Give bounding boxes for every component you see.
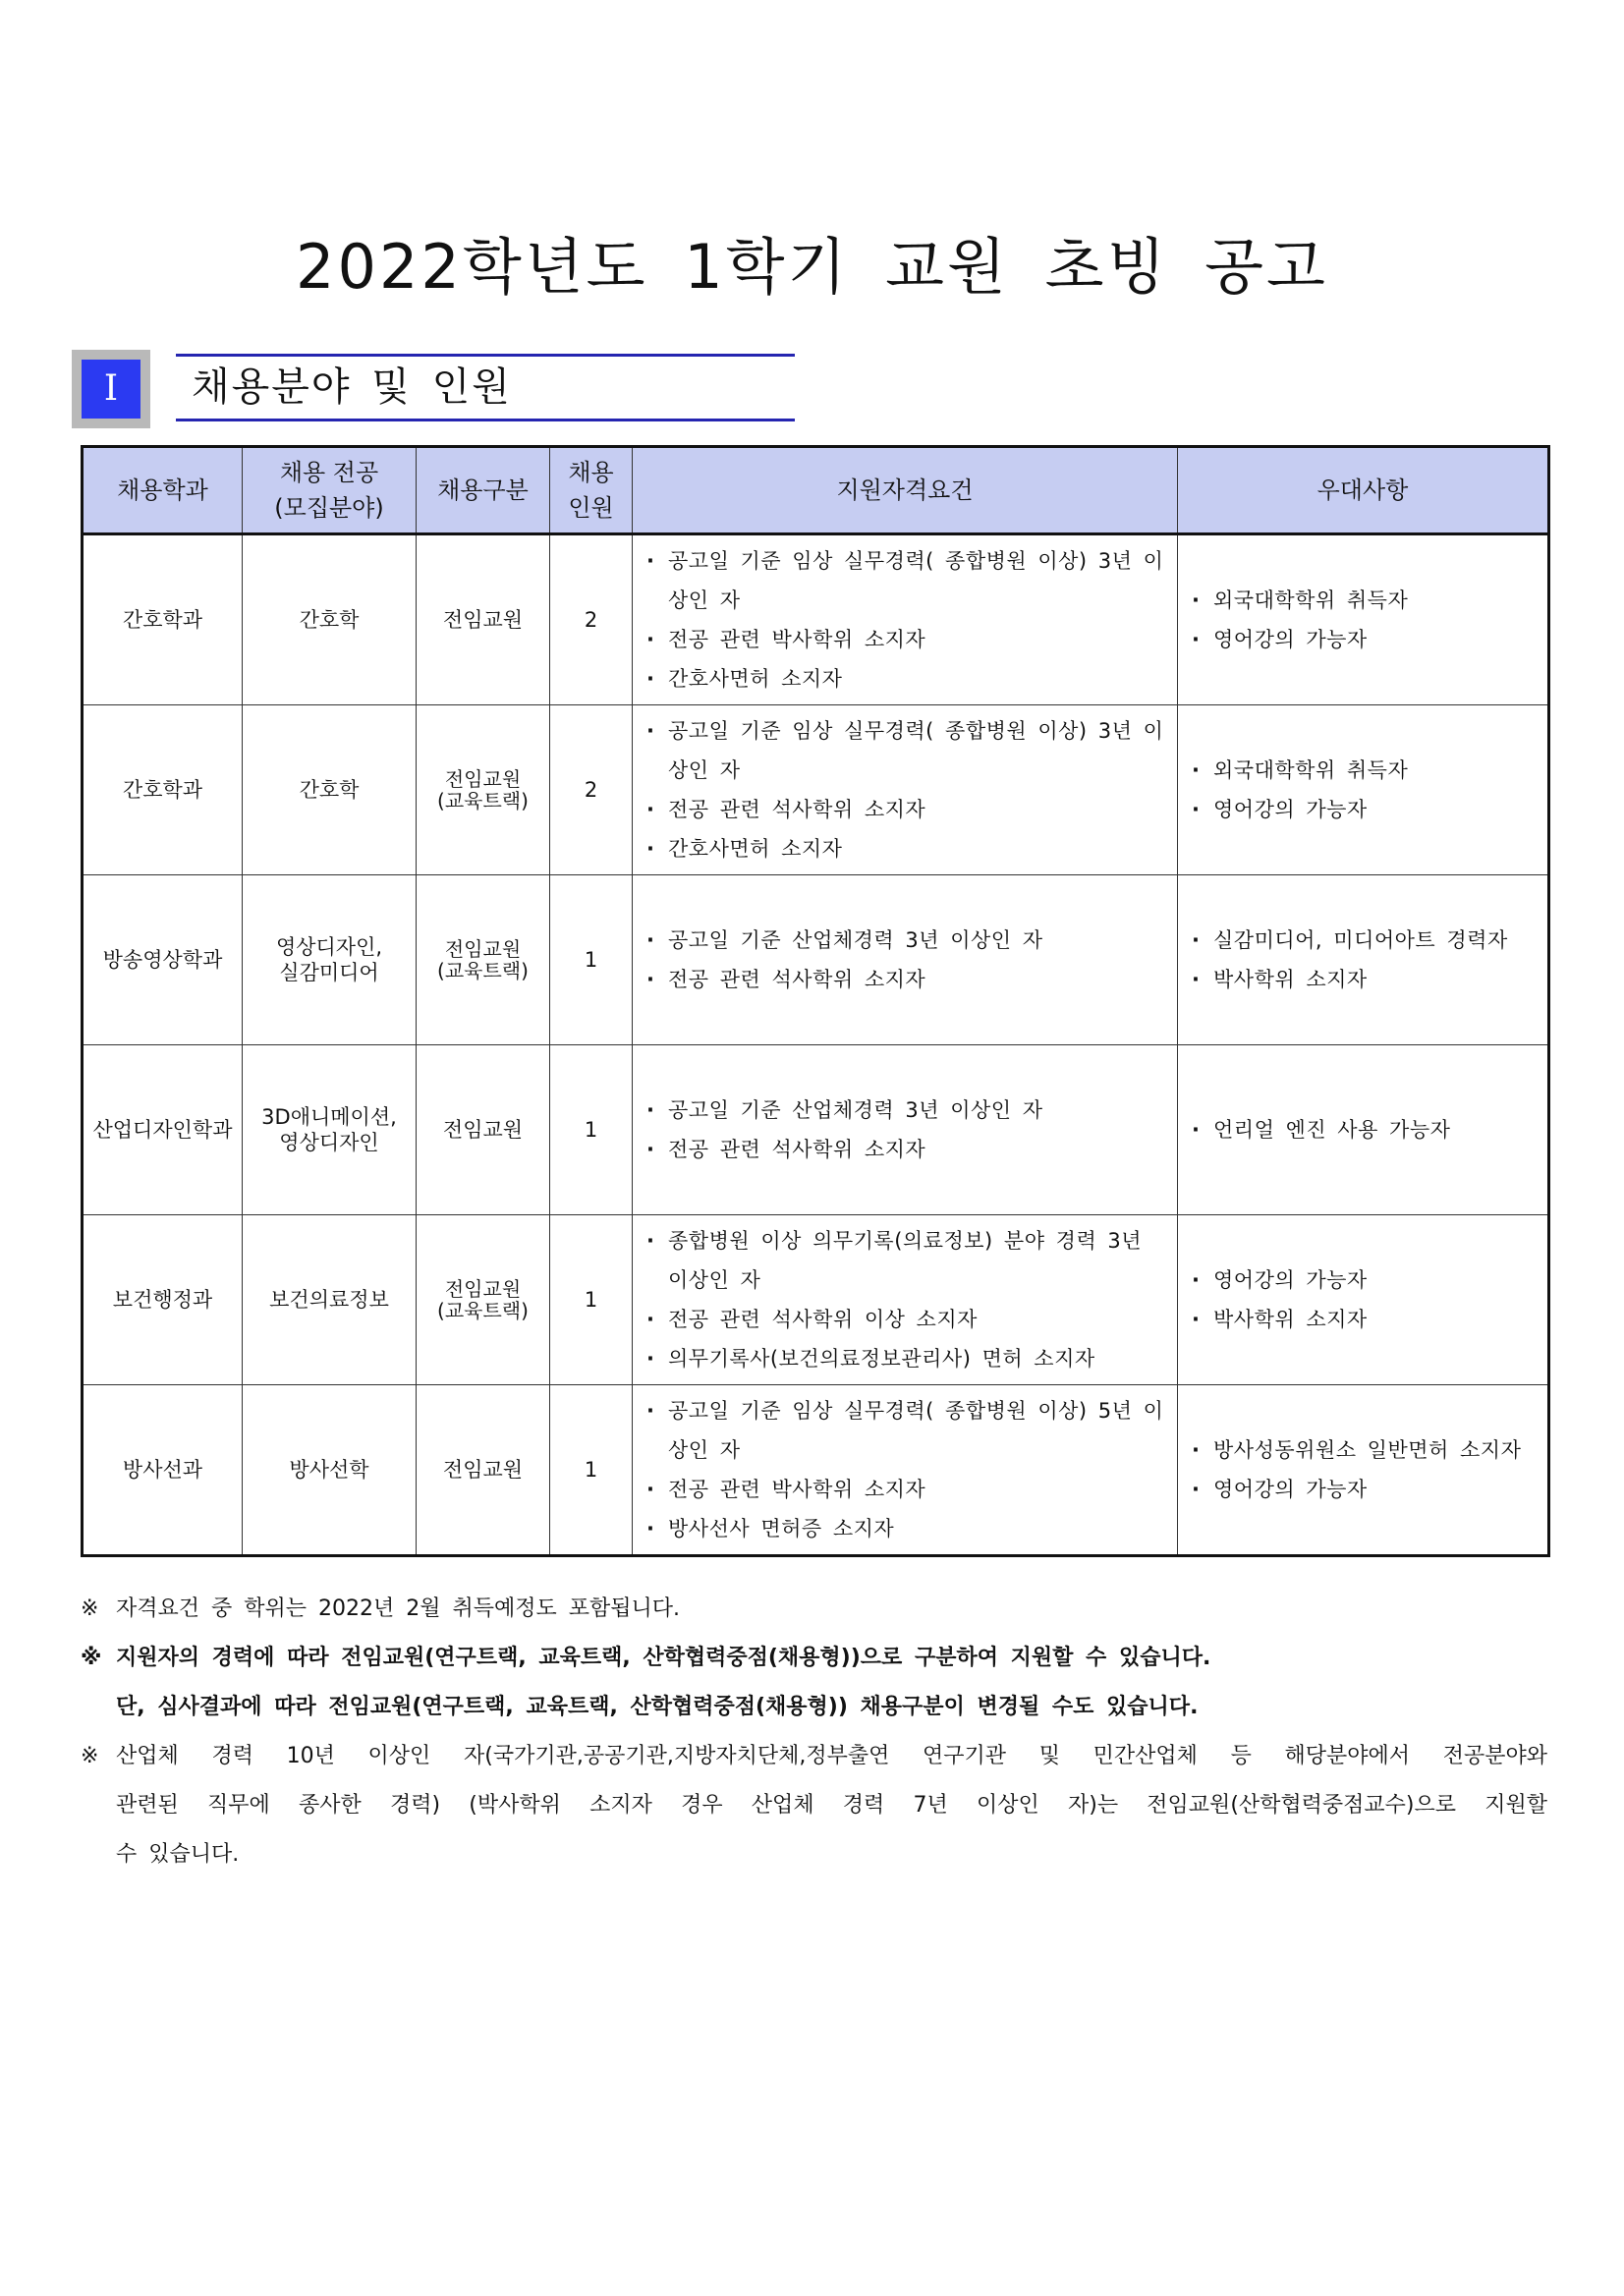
- note-mark: ※: [81, 1646, 102, 1670]
- preference-list: [1178, 1110, 1547, 1149]
- table-row: [83, 875, 1549, 1045]
- count-text: 1: [584, 1288, 598, 1312]
- page-title: 2022학년도 1학기 교원 초빙 공고: [296, 231, 1328, 303]
- dept-text: 보건행정과: [112, 1288, 213, 1312]
- preference-list: [1178, 581, 1547, 659]
- requirement-item: · 종합병원 이상 의무기록(의료정보) 분야 경력 3년 이상인 자: [646, 1221, 1171, 1300]
- requirement-item: · 전공 관련 박사학위 소지자: [646, 1470, 1171, 1509]
- preference-item: · 영어강의 가능자: [1192, 620, 1541, 659]
- cell-requirements: [633, 1385, 1178, 1556]
- cell-requirements: [633, 534, 1178, 705]
- preference-item: · 언리얼 엔진 사용 가능자: [1192, 1110, 1541, 1149]
- note-3-line3: 수 있습니다.: [116, 1842, 240, 1867]
- cell-count: [550, 1215, 633, 1385]
- requirements-list: [633, 1091, 1177, 1169]
- preference-list: [1178, 751, 1547, 829]
- note-3-line2: 관련된 직무에 종사한 경력) (박사학위 소지자 경우 산업체 경력 7년 이상인 자)는 전임교원(산학협력중점교수)으로 지원할: [116, 1793, 1547, 1818]
- requirement-item: · 전공 관련 박사학위 소지자: [646, 620, 1171, 659]
- requirement-item: · 공고일 기준 임상 실무경력( 종합병원 이상) 3년 이상인 자: [646, 541, 1171, 620]
- preference-item: · 박사학위 소지자: [1192, 960, 1541, 999]
- major-text: 간호학: [299, 608, 360, 632]
- requirement-item: · 공고일 기준 임상 실무경력( 종합병원 이상) 3년 이상인 자: [646, 711, 1171, 790]
- note-1: [81, 1585, 1547, 1634]
- major-text: 간호학: [299, 778, 360, 802]
- count-text: 1: [584, 1458, 598, 1482]
- dept-text: 간호학과: [122, 608, 203, 632]
- preference-item: · 박사학위 소지자: [1192, 1300, 1541, 1339]
- count-text: 2: [584, 778, 598, 802]
- cell-count: [550, 1385, 633, 1556]
- cell-preference: [1178, 534, 1549, 705]
- cell-major: [243, 1385, 417, 1556]
- type-text: 전임교원: [442, 1458, 524, 1482]
- major-text: 3D애니메이션,: [261, 1105, 397, 1129]
- header-count-line1: 채용: [568, 459, 614, 486]
- dept-text: 방사선과: [122, 1458, 203, 1482]
- major-text: 실감미디어: [279, 961, 379, 984]
- note-1-text: 자격요건 중 학위는 2022년 2월 취득예정도 포함됩니다.: [116, 1596, 680, 1621]
- cell-type: [417, 1215, 550, 1385]
- cell-requirements: [633, 705, 1178, 875]
- cell-type: [417, 1385, 550, 1556]
- count-text: 2: [584, 608, 598, 632]
- note-3-line1: 산업체 경력 10년 이상인 자(국가기관,공공기관,지방자치단체,정부출연 연구기관 및 민간산업체 등 해당분야에서 전공분야와: [116, 1744, 1547, 1768]
- table-row: [83, 1045, 1549, 1215]
- count-text: 1: [584, 948, 598, 972]
- requirements-list: [633, 1221, 1177, 1378]
- dept-text: 간호학과: [122, 778, 203, 802]
- preference-item: · 영어강의 가능자: [1192, 1470, 1541, 1509]
- preference-item: · 외국대학학위 취득자: [1192, 751, 1541, 790]
- type-text: (교육트랙): [437, 789, 529, 812]
- cell-requirements: [633, 875, 1178, 1045]
- section-header: [72, 350, 799, 428]
- requirement-item: · 전공 관련 석사학위 소지자: [646, 960, 1171, 999]
- requirement-item: · 전공 관련 석사학위 이상 소지자: [646, 1300, 1171, 1339]
- cell-preference: [1178, 1385, 1549, 1556]
- cell-preference: [1178, 1215, 1549, 1385]
- requirement-item: · 공고일 기준 산업체경력 3년 이상인 자: [646, 1091, 1171, 1130]
- major-text: 보건의료정보: [269, 1288, 389, 1312]
- section-number-box: [72, 350, 150, 428]
- type-text: 전임교원: [442, 608, 524, 632]
- requirements-list: [633, 711, 1177, 868]
- requirement-item: · 공고일 기준 임상 실무경력( 종합병원 이상) 5년 이상인 자: [646, 1391, 1171, 1470]
- count-text: 1: [584, 1118, 598, 1142]
- dept-text: 산업디자인학과: [92, 1118, 233, 1142]
- cell-type: [417, 705, 550, 875]
- note-2: [81, 1634, 1547, 1732]
- major-text: 영상디자인,: [275, 935, 383, 959]
- header-major: [243, 447, 417, 534]
- cell-major: [243, 705, 417, 875]
- preference-item: · 실감미디어, 미디어아트 경력자: [1192, 921, 1541, 960]
- header-major-line2: (모집분야): [274, 494, 384, 522]
- table-row: [83, 705, 1549, 875]
- note-2-line2: 단, 심사결과에 따라 전임교원(연구트랙, 교육트랙, 산학협력중점(채용형)) 채용구분이 변경될 수도 있습니다.: [116, 1695, 1199, 1719]
- section-number: I: [82, 360, 140, 419]
- table-header-row: [83, 447, 1549, 534]
- cell-dept: [83, 1385, 243, 1556]
- preference-item: · 영어강의 가능자: [1192, 790, 1541, 829]
- cell-dept: [83, 534, 243, 705]
- cell-preference: [1178, 875, 1549, 1045]
- note-mark: ※: [81, 1744, 99, 1768]
- cell-dept: [83, 875, 243, 1045]
- requirement-item: · 공고일 기준 산업체경력 3년 이상인 자: [646, 921, 1171, 960]
- header-requirements: 지원자격요건: [633, 447, 1178, 534]
- cell-dept: [83, 1215, 243, 1385]
- header-count: [550, 447, 633, 534]
- cell-requirements: [633, 1045, 1178, 1215]
- cell-dept: [83, 705, 243, 875]
- requirement-item: · 간호사면허 소지자: [646, 829, 1171, 868]
- cell-count: [550, 875, 633, 1045]
- header-major-line1: 채용 전공: [279, 459, 379, 486]
- type-text: 전임교원: [442, 1118, 524, 1142]
- note-mark: ※: [81, 1596, 99, 1621]
- type-text: 전임교원: [444, 767, 522, 791]
- dept-text: 방송영상학과: [102, 948, 223, 972]
- header-type: 채용구분: [417, 447, 550, 534]
- cell-dept: [83, 1045, 243, 1215]
- section-rule-top: [176, 354, 795, 357]
- preference-item: · 방사성동위원소 일반면허 소지자: [1192, 1430, 1541, 1470]
- requirement-item: · 전공 관련 석사학위 소지자: [646, 790, 1171, 829]
- table-row: [83, 534, 1549, 705]
- requirement-item: · 전공 관련 석사학위 소지자: [646, 1130, 1171, 1169]
- section-title: 채용분야 및 인원: [192, 364, 512, 410]
- requirement-item: · 의무기록사(보건의료정보관리사) 면허 소지자: [646, 1339, 1171, 1378]
- header-count-line2: 인원: [568, 494, 614, 522]
- type-text: (교육트랙): [437, 959, 529, 982]
- cell-major: [243, 1045, 417, 1215]
- note-3: [81, 1732, 1547, 1879]
- recruitment-table: [81, 445, 1550, 1557]
- cell-requirements: [633, 1215, 1178, 1385]
- preference-list: [1178, 1260, 1547, 1339]
- preference-item: · 영어강의 가능자: [1192, 1260, 1541, 1300]
- requirements-list: [633, 921, 1177, 999]
- cell-type: [417, 1045, 550, 1215]
- cell-type: [417, 875, 550, 1045]
- requirement-item: · 간호사면허 소지자: [646, 659, 1171, 699]
- type-text: 전임교원: [444, 937, 522, 961]
- cell-major: [243, 534, 417, 705]
- header-dept: 채용학과: [83, 447, 243, 534]
- preference-item: · 외국대학학위 취득자: [1192, 581, 1541, 620]
- table-row: [83, 1215, 1549, 1385]
- cell-preference: [1178, 705, 1549, 875]
- preference-list: [1178, 921, 1547, 999]
- type-text: 전임교원: [444, 1277, 522, 1301]
- section-rule-bottom: [176, 419, 795, 421]
- notes: [81, 1585, 1547, 1879]
- requirements-list: [633, 1391, 1177, 1548]
- cell-count: [550, 1045, 633, 1215]
- cell-major: [243, 1215, 417, 1385]
- cell-major: [243, 875, 417, 1045]
- cell-preference: [1178, 1045, 1549, 1215]
- cell-type: [417, 534, 550, 705]
- requirement-item: · 방사선사 면허증 소지자: [646, 1509, 1171, 1548]
- requirements-list: [633, 541, 1177, 699]
- major-text: 영상디자인: [279, 1131, 379, 1154]
- note-2-line1: 지원자의 경력에 따라 전임교원(연구트랙, 교육트랙, 산학협력중점(채용형))으로 구분하여 지원할 수 있습니다.: [116, 1646, 1211, 1670]
- header-preference: 우대사항: [1178, 447, 1549, 534]
- table-row: [83, 1385, 1549, 1556]
- preference-list: [1178, 1430, 1547, 1509]
- type-text: (교육트랙): [437, 1299, 529, 1322]
- major-text: 방사선학: [289, 1458, 369, 1482]
- cell-count: [550, 705, 633, 875]
- cell-count: [550, 534, 633, 705]
